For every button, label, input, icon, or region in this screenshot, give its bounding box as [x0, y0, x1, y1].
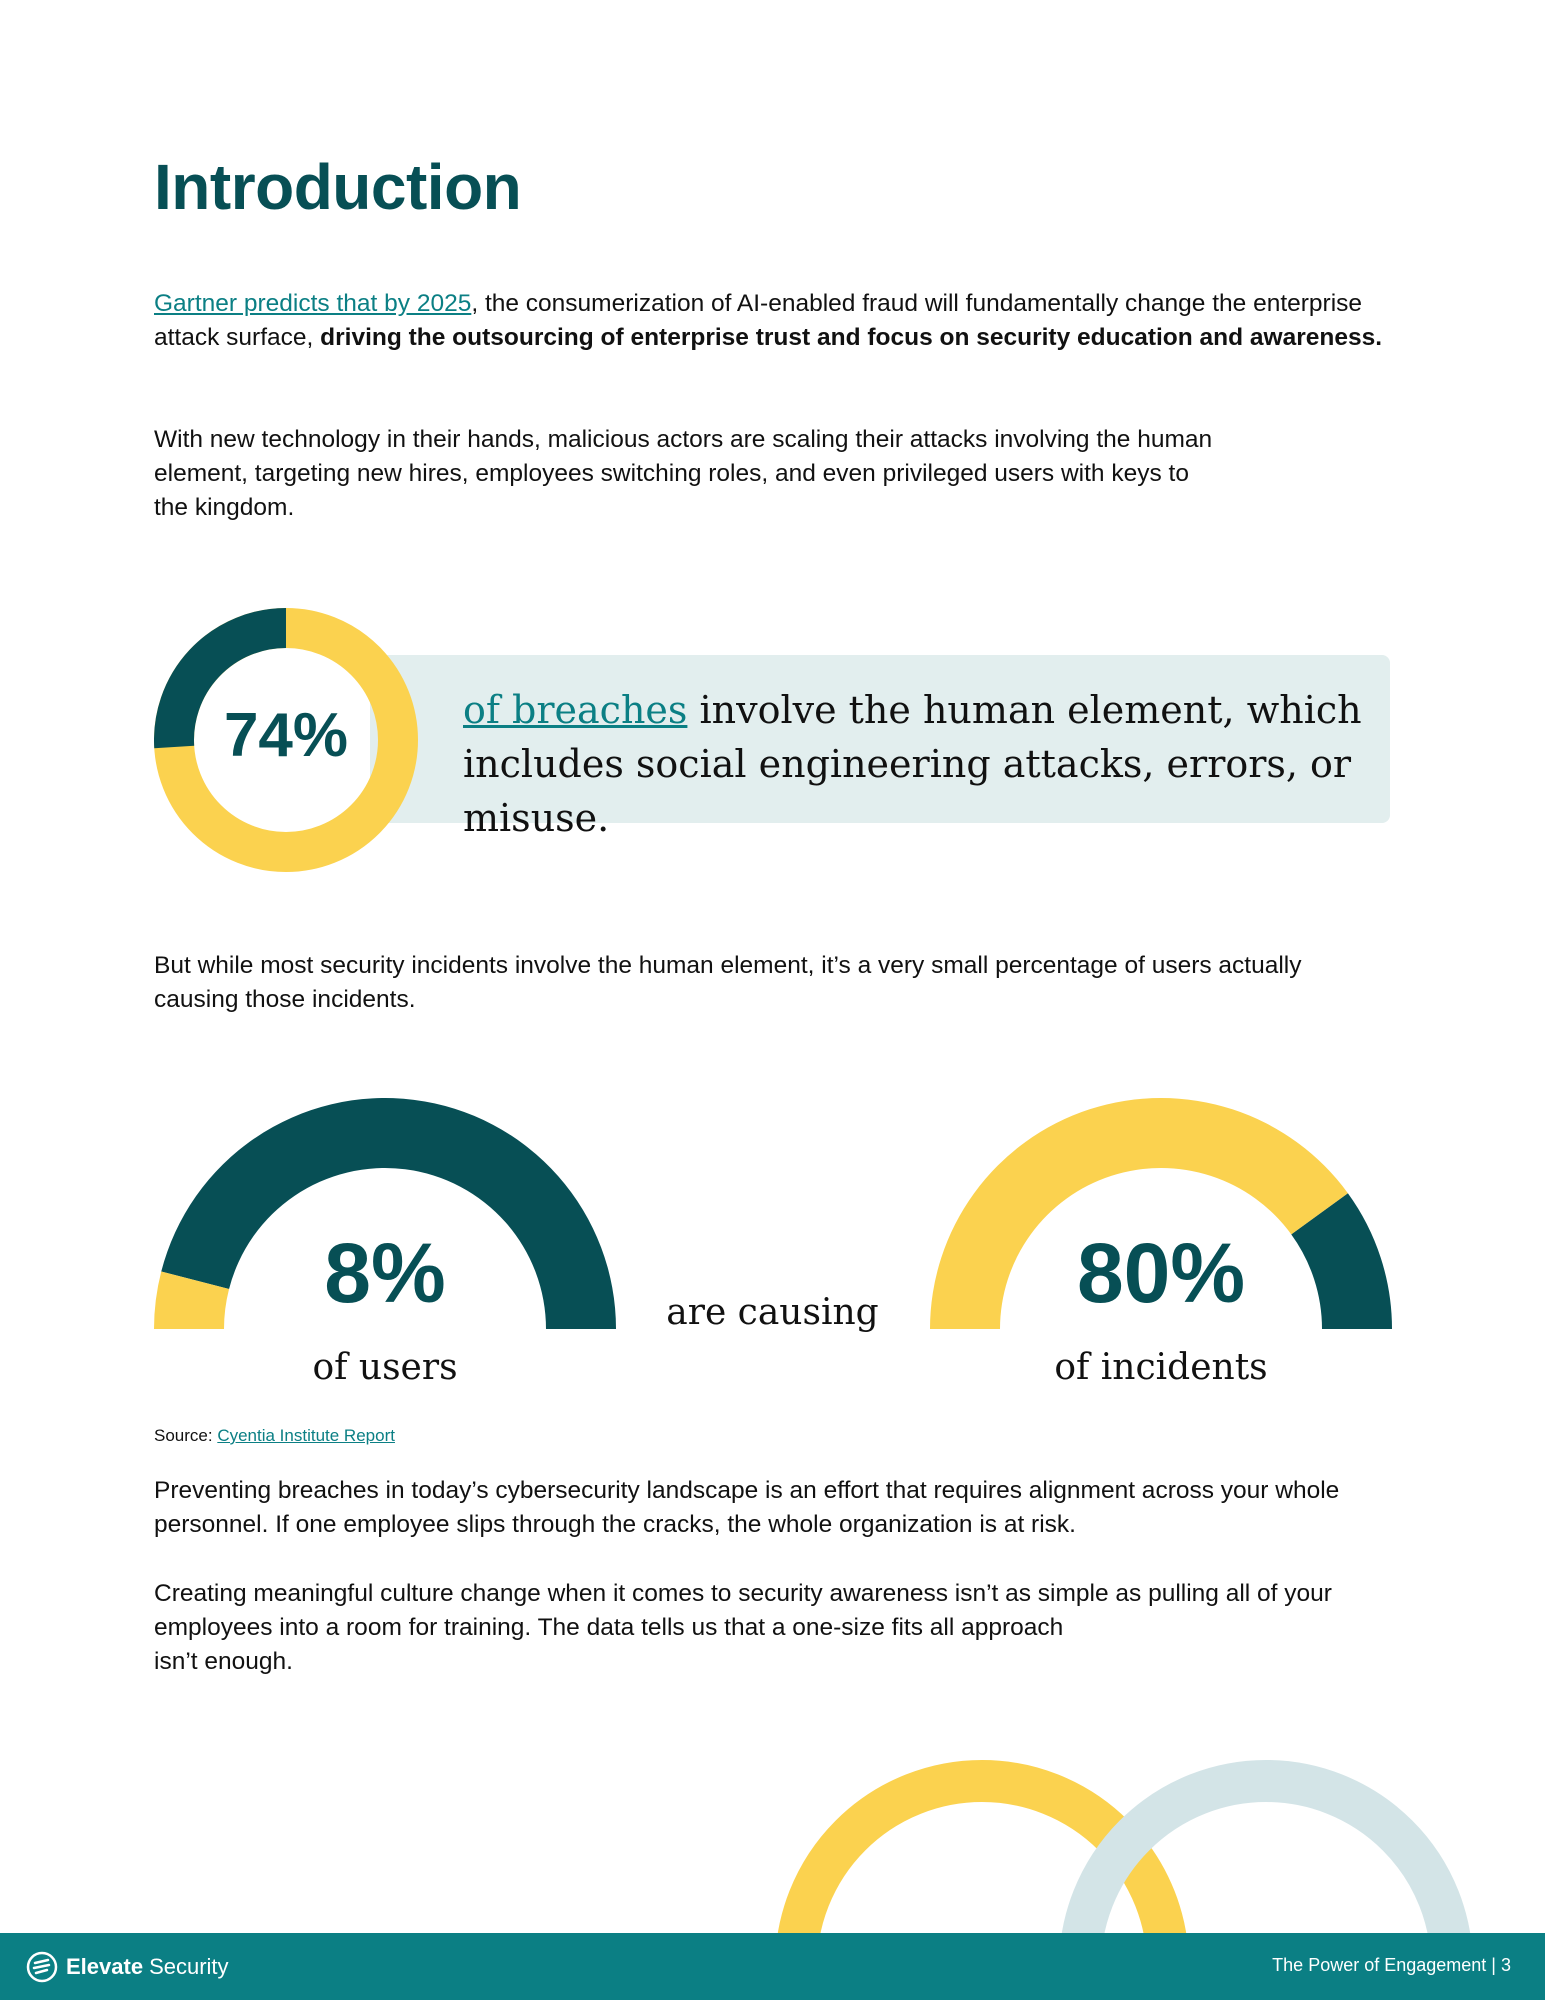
source-citation [154, 1426, 395, 1446]
culture-line: Creating meaningful culture change when it comes to security awareness isn’t as simple as pulling all of your [154, 1580, 1332, 1607]
users-caption: of users [312, 1347, 458, 1388]
incidents-paragraph [154, 949, 1384, 1017]
brand-logo [26, 1948, 229, 1986]
prevention-paragraph [154, 1474, 1384, 1542]
stat-text-line: includes social engineering attacks, errors, or misuse. [463, 742, 1352, 840]
stat-text-line: involve the human element, which [687, 688, 1362, 732]
page-title: Introduction [154, 151, 522, 223]
prevention-line: personnel. If one employee slips through the cracks, the whole organization is at risk. [154, 1511, 1076, 1538]
breach-percentage: 74% [223, 701, 349, 770]
are-causing-text: are causing [666, 1292, 879, 1333]
light-blue-ring [1080, 1781, 1452, 1940]
threat-line: With new technology in their hands, malicious actors are scaling their attacks involving the human [154, 426, 1213, 453]
breaches-link[interactable]: of breaches [463, 688, 688, 732]
intro-paragraph [154, 287, 1384, 355]
intro-bold-text: driving the outsourcing of enterprise trust and focus on security education and awareness. [320, 324, 1383, 351]
prevention-line: Preventing breaches in today’s cybersecurity landscape is an effort that requires alignment across your whole [154, 1477, 1340, 1504]
gartner-link[interactable]: Gartner predicts that by 2025 [154, 290, 472, 317]
culture-paragraph [154, 1577, 1384, 1679]
footer-page-info: The Power of Engagement | 3 [1272, 1955, 1511, 1975]
threat-line: element, targeting new hires, employees switching roles, and even privileged users with keys to [154, 460, 1189, 487]
incidents-caption: of incidents [1054, 1347, 1268, 1388]
decorative-rings [0, 1740, 1545, 1940]
culture-line: employees into a room for training. The data tells us that a one-size fits all approach [154, 1614, 1064, 1641]
users-percentage: 8% [324, 1226, 446, 1320]
incidents-line: But while most security incidents involve the human element, it’s a very small percentage of users actually [154, 952, 1302, 979]
incidents-line: causing those incidents. [154, 986, 416, 1013]
culture-line: isn’t enough. [154, 1648, 293, 1675]
brand-name-rest: Security [149, 1954, 229, 1979]
brand-name-bold: Elevate [66, 1954, 144, 1979]
intro-text: , the consumerization of AI-enabled fraud will fundamentally change the enterprise attack surface, [154, 290, 1363, 351]
source-label: Source: [154, 1426, 218, 1445]
stat-statement [463, 683, 1383, 845]
incidents-percentage: 80% [1076, 1226, 1246, 1320]
cyentia-report-link[interactable]: Cyentia Institute Report [217, 1426, 395, 1445]
elevate-logo-icon [26, 1951, 58, 1983]
threat-line: the kingdom. [154, 494, 295, 521]
threat-paragraph [154, 423, 1384, 525]
